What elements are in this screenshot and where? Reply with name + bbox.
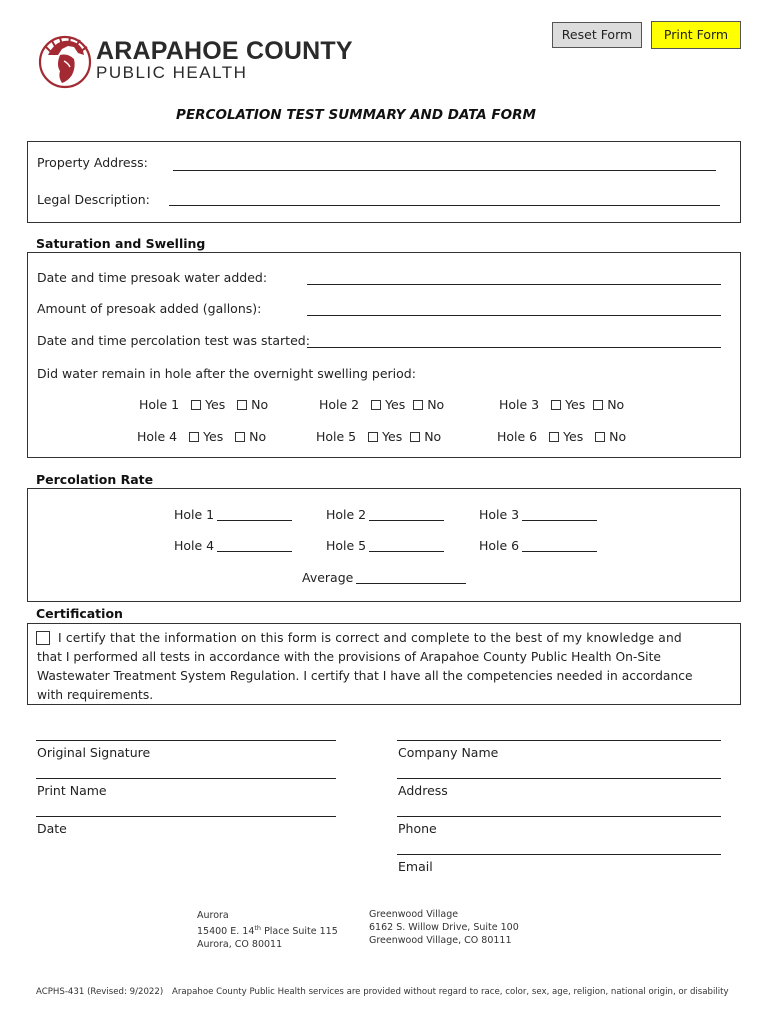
perc-hole1-field[interactable] [217,508,292,521]
org-subname: PUBLIC HEALTH [96,63,248,82]
yes-label: Yes [382,429,403,444]
certification-line-4: with requirements. [37,688,154,702]
greenwood-office [369,908,519,947]
yes-label: Yes [565,397,586,412]
swell-hole-3 [499,397,624,412]
presoak-time-label: Date and time presoak water added: [37,270,268,285]
legal-description-field[interactable] [169,205,720,206]
address-label: Address [398,783,448,798]
hole4-yes-checkbox[interactable] [189,432,199,442]
average-label: Average [302,570,354,585]
no-label: No [251,397,269,412]
perc-hole5-field[interactable] [369,539,444,552]
presoak-amount-label: Amount of presoak added (gallons): [37,301,262,316]
swell-hole-5 [316,429,441,444]
page-title: PERCOLATION TEST SUMMARY AND DATA FORM [176,107,536,123]
no-label: No [609,429,627,444]
phone-label: Phone [398,821,437,836]
certification-line-2: that I performed all tests in accordance with the provisions of Arapahoe County Public Health On-Site [37,650,661,664]
greenwood-name: Greenwood Village [369,909,459,920]
arapahoe-logo-icon [38,33,92,89]
certification-line-3: Wastewater Treatment System Regulation. I certify that I have all the competencies needed in accordance [37,669,693,683]
print-name-label: Print Name [37,783,107,798]
legal-description-label: Legal Description: [37,192,150,207]
hole-label: Hole 5 [316,429,357,444]
hole-label: Hole 3 [479,507,520,522]
date-label: Date [37,821,67,836]
hole2-yes-checkbox[interactable] [371,400,381,410]
hole-label: Hole 5 [326,538,367,553]
footer-disclaimer: Arapahoe County Public Health services are provided without regard to race, color, sex, age, religion, national origin, or disability [172,987,729,997]
test-start-field[interactable] [307,347,721,348]
no-label: No [424,429,442,444]
perc-hole-2 [326,507,444,522]
perc-average-field[interactable] [356,571,466,584]
hole6-no-checkbox[interactable] [595,432,605,442]
hole-label: Hole 6 [479,538,520,553]
hole1-no-checkbox[interactable] [237,400,247,410]
yes-label: Yes [205,397,226,412]
swell-hole-2 [319,397,444,412]
hole3-no-checkbox[interactable] [593,400,603,410]
hole5-yes-checkbox[interactable] [368,432,378,442]
phone-field[interactable] [397,816,721,817]
hole-label: Hole 2 [326,507,367,522]
perc-hole6-field[interactable] [522,539,597,552]
greenwood-city: Greenwood Village, CO 80111 [369,935,512,946]
presoak-time-field[interactable] [307,284,721,285]
form-id: ACPHS-431 (Revised: 9/2022) [36,987,164,997]
perc-hole-5 [326,538,444,553]
date-field[interactable] [36,816,336,817]
certify-checkbox[interactable] [36,631,50,645]
print-name-field[interactable] [36,778,336,779]
hole-label: Hole 4 [174,538,215,553]
perc-hole3-field[interactable] [522,508,597,521]
yes-label: Yes [385,397,406,412]
hole1-yes-checkbox[interactable] [191,400,201,410]
hole4-no-checkbox[interactable] [235,432,245,442]
no-label: No [607,397,625,412]
print-form-button[interactable]: Print Form [651,21,741,49]
aurora-street: 15400 E. 14th Place Suite 115 [197,924,338,938]
perc-hole2-field[interactable] [369,508,444,521]
aurora-office [197,909,338,951]
swell-hole-1 [139,397,268,412]
perc-hole-4 [174,538,292,553]
email-field[interactable] [397,854,721,855]
property-section [27,141,741,223]
reset-form-button[interactable]: Reset Form [552,22,642,48]
presoak-amount-field[interactable] [307,315,721,316]
hole-label: Hole 1 [139,397,180,412]
original-signature-field[interactable] [36,740,336,741]
aurora-city: Aurora, CO 80011 [197,939,283,951]
hole5-no-checkbox[interactable] [410,432,420,442]
certification-line-1: I certify that the information on this form is correct and complete to the best of my knowledge and [58,631,682,645]
hole-label: Hole 1 [174,507,215,522]
hole-label: Hole 6 [497,429,538,444]
org-name: ARAPAHOE COUNTY [96,37,353,65]
perc-hole-1 [174,507,292,522]
yes-label: Yes [203,429,224,444]
property-address-field[interactable] [173,170,716,171]
perc-rate-heading: Percolation Rate [36,472,154,487]
aurora-name: Aurora [197,910,229,921]
original-signature-label: Original Signature [37,745,151,760]
yes-label: Yes [563,429,584,444]
swell-hole-4 [137,429,266,444]
company-name-label: Company Name [398,745,499,760]
email-label: Email [398,859,433,874]
greenwood-street: 6162 S. Willow Drive, Suite 100 [369,922,519,933]
address-field[interactable] [397,778,721,779]
water-remain-question: Did water remain in hole after the overnight swelling period: [37,366,416,381]
hole-label: Hole 4 [137,429,178,444]
test-start-label: Date and time percolation test was started: [37,333,310,348]
certification-heading: Certification [36,606,123,621]
property-address-label: Property Address: [37,155,148,170]
hole6-yes-checkbox[interactable] [549,432,559,442]
no-label: No [249,429,267,444]
perc-hole4-field[interactable] [217,539,292,552]
saturation-heading: Saturation and Swelling [36,236,206,251]
perc-hole-3 [479,507,597,522]
hole3-yes-checkbox[interactable] [551,400,561,410]
perc-hole-6 [479,538,597,553]
hole2-no-checkbox[interactable] [413,400,423,410]
perc-average [302,570,466,585]
no-label: No [427,397,445,412]
hole-label: Hole 3 [499,397,540,412]
hole-label: Hole 2 [319,397,360,412]
swell-hole-6 [497,429,626,444]
company-name-field[interactable] [397,740,721,741]
